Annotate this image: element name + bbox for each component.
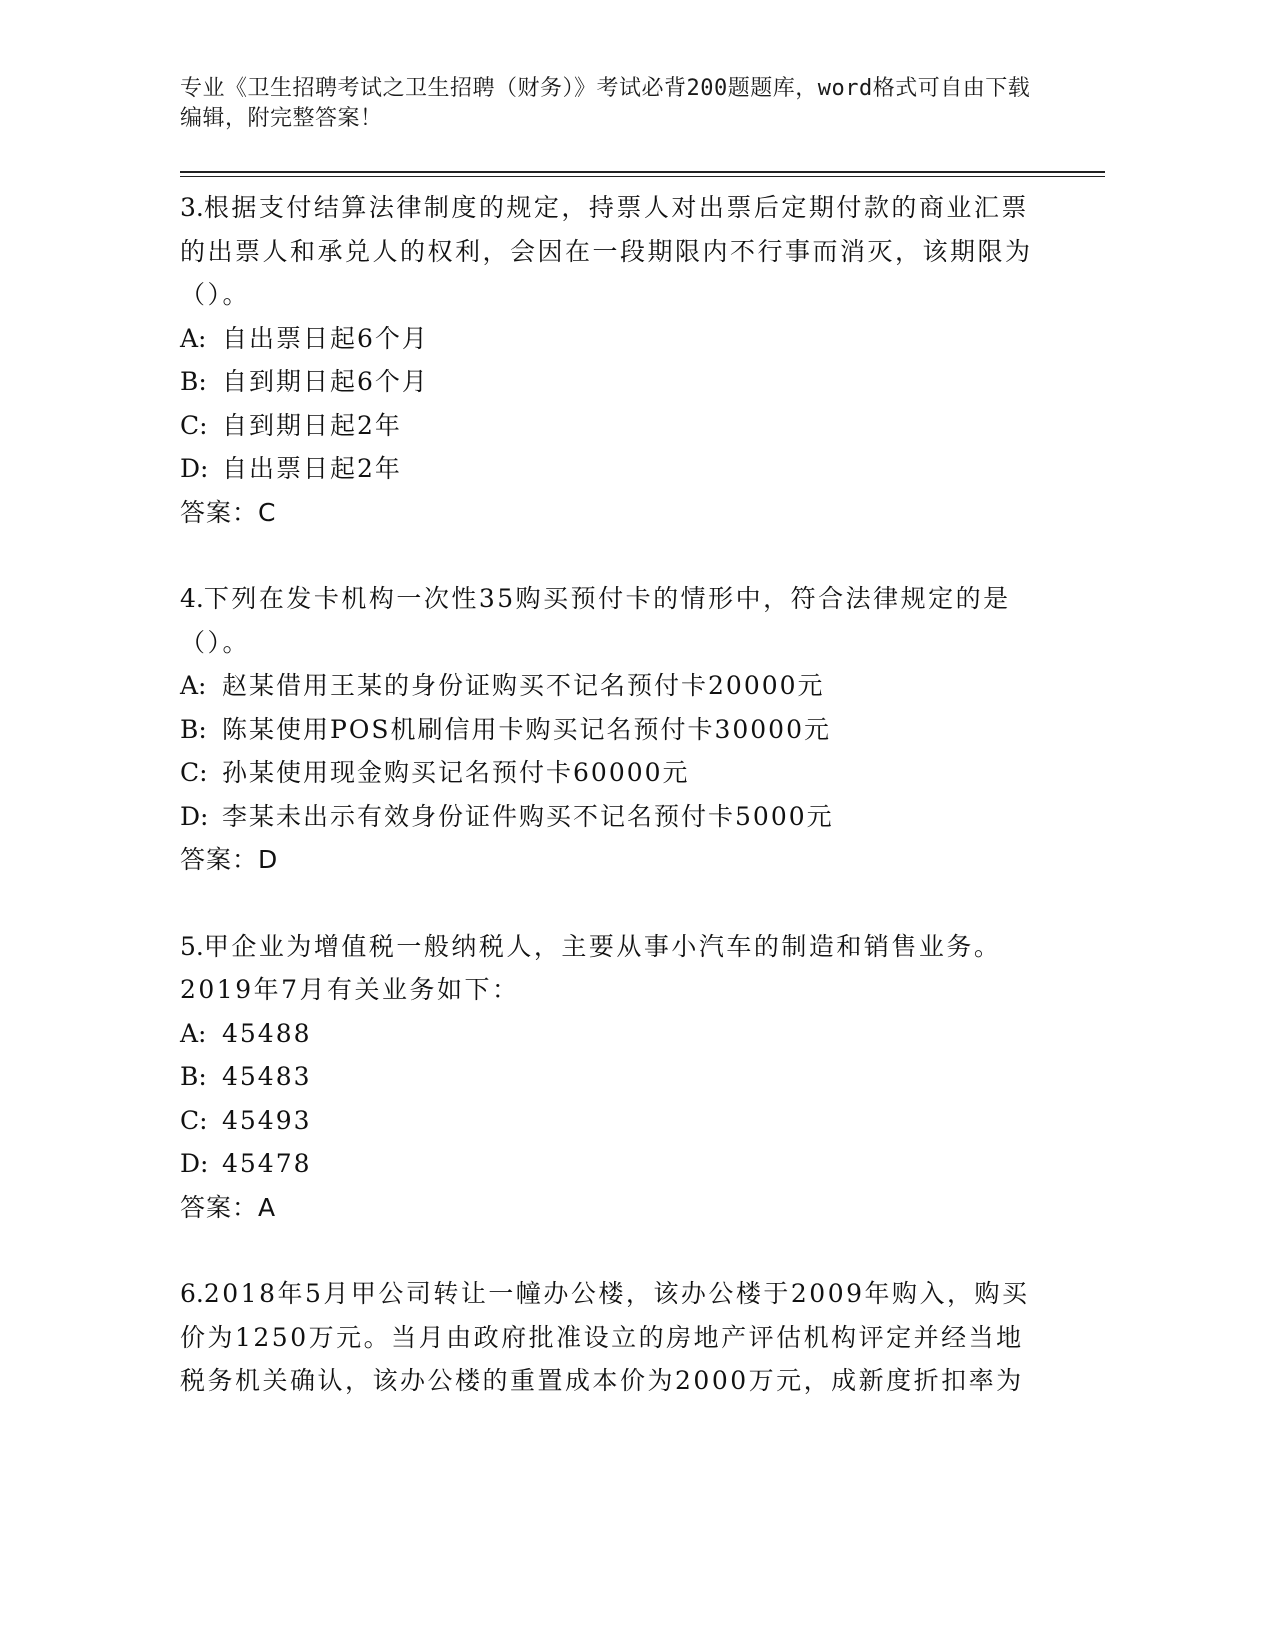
question-number: 3.: [180, 193, 204, 222]
question-text: [180, 186, 1040, 317]
option-text: 自出票日起2年: [222, 454, 402, 483]
option-label: A:: [180, 1018, 207, 1048]
option-label: C:: [180, 1105, 208, 1135]
answer-line: 答案：D: [180, 845, 279, 874]
option-label: D:: [180, 1149, 209, 1178]
option-label: B:: [180, 1062, 207, 1091]
option-label: B:: [180, 714, 207, 744]
option-text: 陈某使用POS机刷信用卡购买记名预付卡30000元: [222, 714, 831, 744]
option-text: 自到期日起2年: [222, 410, 402, 440]
option-c: [180, 1099, 1040, 1143]
option-label: D:: [180, 801, 209, 831]
option-text: 孙某使用现金购买记名预付卡60000元: [222, 758, 690, 787]
option-label: C:: [180, 410, 208, 440]
question-item: [180, 1272, 1040, 1403]
question-list: [180, 186, 1040, 1446]
option-a: [180, 664, 1040, 708]
option-b: [180, 1055, 1040, 1099]
question-text: [180, 925, 1040, 1012]
question-number: 5.: [180, 931, 204, 961]
document-header: 专业《卫生招聘考试之卫生招聘（财务）》考试必背200题题库，word格式可自由下载编辑，附完整答案！: [180, 76, 1031, 131]
header-divider-thin: [180, 176, 1105, 177]
option-text: 自到期日起6个月: [222, 367, 429, 396]
option-text: 45478: [222, 1149, 312, 1178]
header-divider-thick: [180, 171, 1105, 173]
option-text: 45483: [222, 1062, 312, 1091]
question-number: 4.: [180, 584, 204, 613]
option-c: [180, 404, 1040, 448]
option-label: A:: [180, 323, 207, 353]
option-d: [180, 795, 1040, 839]
answer-line: 答案：A: [180, 1192, 277, 1222]
option-d: [180, 1142, 1040, 1186]
option-a: [180, 1012, 1040, 1056]
option-c: [180, 751, 1040, 795]
option-text: 45488: [222, 1018, 312, 1048]
question-body: 甲企业为增值税一般纳税人，主要从事小汽车的制造和销售业务。2019年7月有关业务如下：: [180, 931, 1002, 1004]
option-label: A:: [180, 671, 207, 700]
question-text: [180, 577, 1040, 664]
option-text: 自出票日起6个月: [222, 323, 429, 353]
answer-line: 答案：C: [180, 497, 277, 527]
option-label: C:: [180, 758, 208, 787]
option-d: [180, 447, 1040, 491]
question-body: 根据支付结算法律制度的规定，持票人对出票后定期付款的商业汇票的出票人和承兑人的权利，会因在一段期限内不行事而消灭，该期限为（）。: [180, 193, 1033, 309]
option-text: 李某未出示有效身份证件购买不记名预付卡5000元: [222, 801, 834, 831]
option-a: [180, 317, 1040, 361]
option-label: B:: [180, 367, 207, 396]
question-text: [180, 1272, 1040, 1403]
question-body: 2018年5月甲公司转让一幢办公楼，该办公楼于2009年购入，购买价为1250万元。当月由政府批准设立的房地产评估机构评定并经当地税务机关确认，该办公楼的重置成本价为2000万元，成新度折扣率为: [180, 1279, 1030, 1395]
question-body: 下列在发卡机构一次性35购买预付卡的情形中，符合法律规定的是（）。: [180, 584, 1011, 657]
question-item: [180, 925, 1040, 1230]
option-b: [180, 708, 1040, 752]
option-text: 45493: [222, 1105, 312, 1135]
question-item: [180, 186, 1040, 534]
option-label: D:: [180, 454, 209, 483]
option-b: [180, 360, 1040, 404]
option-text: 赵某借用王某的身份证购买不记名预付卡20000元: [222, 671, 825, 700]
question-item: [180, 577, 1040, 882]
question-number: 6.: [180, 1279, 204, 1308]
